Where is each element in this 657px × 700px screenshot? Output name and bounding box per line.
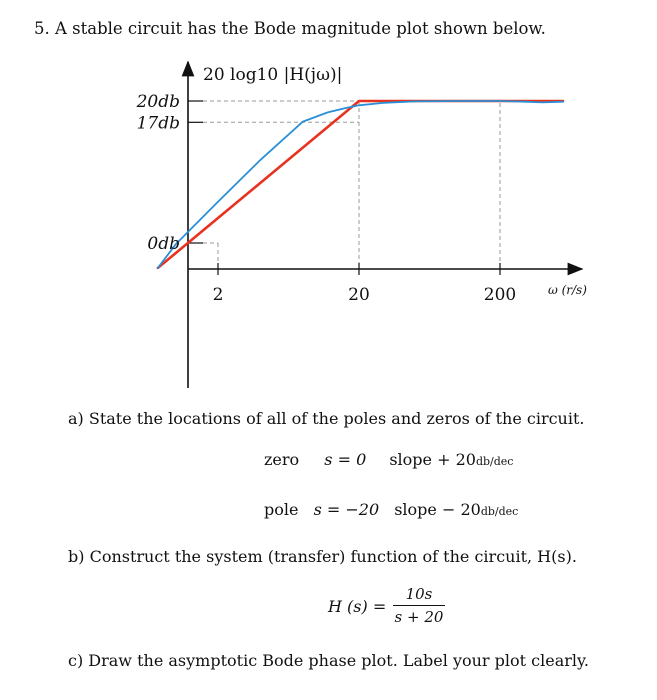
x-tick-label: 200 [483,285,517,305]
y-tick-label: 17db [136,113,180,134]
part-b-question: b) Construct the system (transfer) function of the circuit, H(s). [68,547,577,566]
series-asymptote [158,101,563,268]
zero-label: zero [264,450,300,469]
pole-slope: slope − 20 [394,500,481,519]
x-tick-label: 2 [212,285,224,305]
pole-label: pole [264,500,299,519]
zero-slope: slope + 20 [389,450,476,469]
pole-slope-unit: db/dec [480,505,519,518]
part-c-question: c) Draw the asymptotic Bode phase plot. Label your plot clearly. [68,651,590,670]
y-tick-label: 20db [136,92,180,112]
y-tick-label: 0db [147,234,180,254]
x-tick-label: 20 [348,285,370,305]
problem-title: 5. A stable circuit has the Bode magnitude plot shown below. [34,19,546,38]
pole-row [264,500,518,519]
transfer-function-numerator: 10s [405,585,433,603]
transfer-function-fraction [393,585,445,626]
zero-slope-unit: db/dec [475,455,514,468]
part-a-question: a) State the locations of all of the poles and zeros of the circuit. [68,409,585,428]
series-actual [158,101,563,268]
x-axis-label: ω (r/s) [548,283,587,297]
pole-equation: s = −20 [313,500,380,519]
zero-row [264,450,513,469]
zero-equation: s = 0 [324,450,367,469]
transfer-function-denominator: s + 20 [394,608,444,626]
chart-title: 20 log10 |H(jω)| [203,65,343,85]
transfer-function-lhs: H (s) = [328,597,387,616]
fraction-bar [393,605,445,606]
